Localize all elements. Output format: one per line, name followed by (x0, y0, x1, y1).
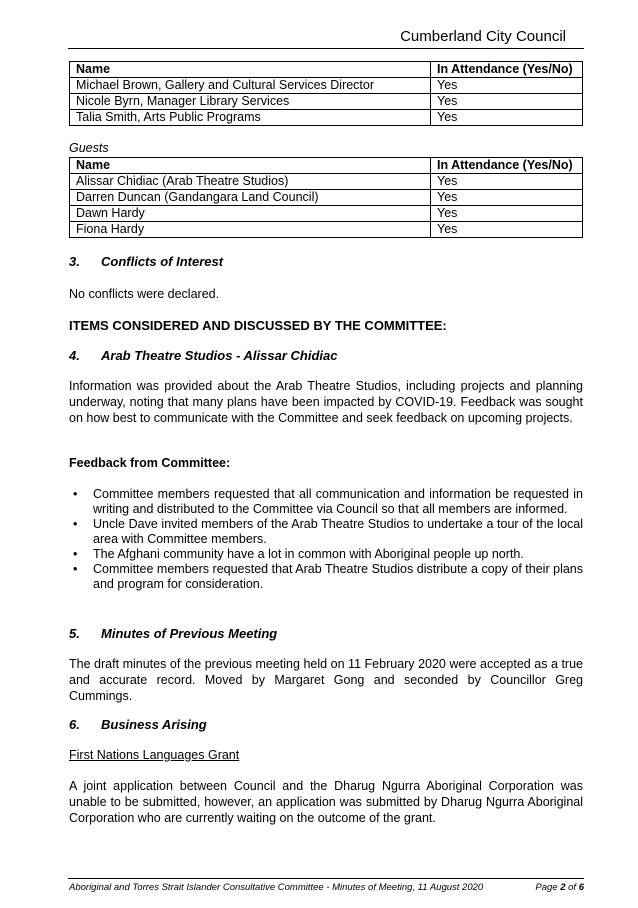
footer-divider (68, 878, 584, 879)
bullet-icon: • (73, 517, 78, 531)
section-3-heading (69, 254, 223, 269)
list-item: • Committee members requested that Arab Theatre Studios distribute a copy of their plans and program for consideration. (73, 562, 583, 591)
section-title: Business Arising (101, 717, 207, 732)
section-title: Conflicts of Interest (101, 254, 224, 269)
list-item: • Uncle Dave invited members of the Arab Theatre Studios to undertake a tour of the local area with Committee members. (73, 517, 583, 546)
table-row (70, 222, 583, 238)
table-header-row (70, 62, 583, 78)
column-header-name: Name (70, 62, 431, 78)
attendance-value: Yes (431, 94, 583, 110)
attendee-name: Michael Brown, Gallery and Cultural Services Director (70, 78, 431, 94)
column-header-attendance: In Attendance (Yes/No) (431, 62, 583, 78)
guest-name: Alissar Chidiac (Arab Theatre Studios) (70, 174, 431, 190)
list-item: • The Afghani community have a lot in common with Aboriginal people up north. (73, 547, 524, 561)
guest-name: Darren Duncan (Gandangara Land Council) (70, 190, 431, 206)
attendee-name: Talia Smith, Arts Public Programs (70, 110, 431, 126)
table-row (70, 190, 583, 206)
table-row (70, 78, 583, 94)
guest-name: Fiona Hardy (70, 222, 431, 238)
section-title: Arab Theatre Studios - Alissar Chidiac (101, 348, 338, 363)
feedback-list (69, 487, 583, 592)
table-row (70, 94, 583, 110)
section-3-body: No conflicts were declared. (69, 287, 220, 301)
attendance-value: Yes (431, 222, 583, 238)
bullet-icon: • (73, 547, 78, 561)
section-title: Minutes of Previous Meeting (101, 626, 278, 641)
table-row (70, 206, 583, 222)
bullet-icon: • (73, 487, 78, 501)
section-number: 4. (69, 348, 80, 363)
items-considered-heading: ITEMS CONSIDERED AND DISCUSSED BY THE COMMITTEE: (69, 318, 447, 333)
section-6-heading (69, 717, 207, 732)
attendance-value: Yes (431, 206, 583, 222)
attendance-value: Yes (431, 110, 583, 126)
section-4-body: Information was provided about the Arab Theatre Studios, including projects and planning underway, noting that many plans have been impacted by COVID-19. Feedback was sought on how best to communicate with the Committee and seek feedback on upcoming projects. (69, 379, 583, 425)
section-6-body: A joint application between Council and the Dharug Ngurra Aboriginal Corporation was unable to be submitted, however, an application was submitted by Dharug Ngurra Aboriginal Corporation who are currently waiting on the outcome of the grant. (69, 779, 583, 825)
staff-attendance-table (69, 61, 583, 126)
section-number: 3. (69, 254, 80, 269)
table-row (70, 174, 583, 190)
guests-label: Guests (69, 141, 109, 155)
attendance-value: Yes (431, 190, 583, 206)
column-header-attendance: In Attendance (Yes/No) (431, 158, 583, 174)
guests-attendance-table (69, 157, 583, 238)
guest-name: Dawn Hardy (70, 206, 431, 222)
section-number: 5. (69, 626, 80, 641)
attendee-name: Nicole Byrn, Manager Library Services (70, 94, 431, 110)
bullet-icon: • (73, 562, 78, 576)
table-row (70, 110, 583, 126)
organisation-name: Cumberland City Council (400, 28, 566, 45)
first-nations-grant-subheading: First Nations Languages Grant (69, 748, 240, 762)
page-number: Page 2 of 6 (535, 882, 584, 893)
footer-document-title: Aboriginal and Torres Strait Islander Consultative Committee - Minutes of Meeting, 11 August 2020 (69, 882, 484, 893)
list-item: • Committee members requested that all communication and information be requested in writing and distributed to the Committee via Council so that all members are informed. (73, 487, 583, 516)
section-4-heading (69, 348, 337, 363)
section-5-heading (69, 626, 277, 641)
section-number: 6. (69, 717, 80, 732)
attendance-value: Yes (431, 78, 583, 94)
column-header-name: Name (70, 158, 431, 174)
feedback-heading: Feedback from Committee: (69, 456, 231, 470)
section-5-body: The draft minutes of the previous meeting held on 11 February 2020 were accepted as a true and accurate record. Moved by Margaret Gong and seconded by Councillor Greg Cummings. (69, 657, 583, 703)
table-header-row (70, 158, 583, 174)
attendance-value: Yes (431, 174, 583, 190)
header-divider (68, 48, 584, 49)
